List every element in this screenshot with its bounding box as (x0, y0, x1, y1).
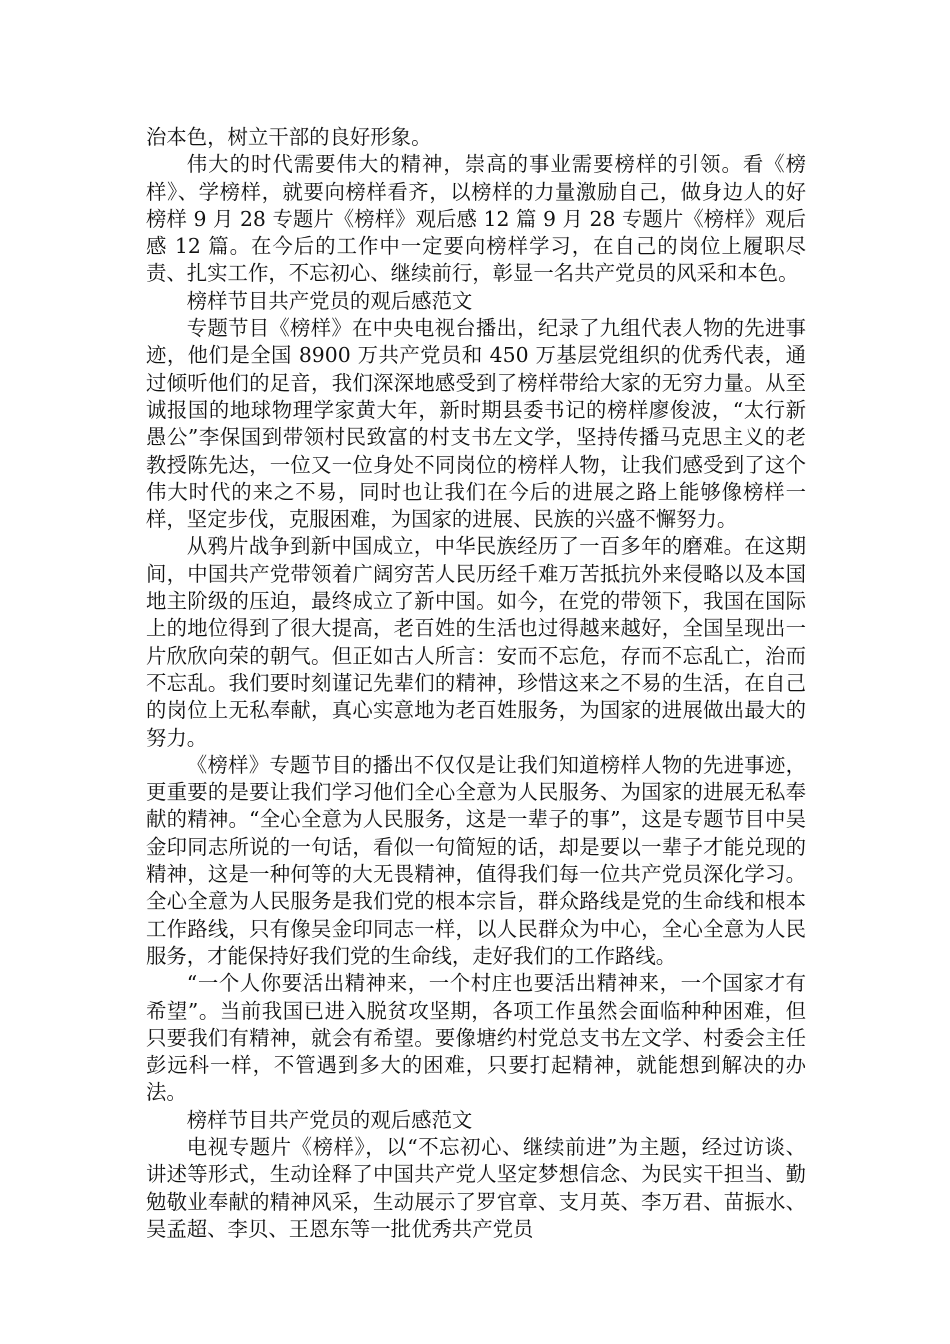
document-body (146, 124, 806, 1243)
section-heading: 榜样节目共产党员的观后感范文 (186, 288, 473, 313)
paragraph: 电视专题片《榜样》，以“不忘初心、继续前进”为主题，经过访谈、讲述等形式，生动诠释了中国共产党人坚定梦想信念、为民实干担当、勤勉敬业奉献的精神风采，生动展示了罗官章、支月英、李万君、苗振水、吴孟超、李贝、王恩东等一批优秀共产党员 (146, 1134, 806, 1241)
paragraph: 《榜样》专题节目的播出不仅仅是让我们知道榜样人物的先进事迹，更重要的是要让我们学习他们全心全意为人民服务、为国家的进展无私奉献的精神。“全心全意为人民服务，这是一辈子的事”，这是专题节目中吴金印同志所说的一句话，看似一句简短的话，却是要以一辈子才能兑现的精神，这是一种何等的大无畏精神，值得我们每一位共产党员深化学习。全心全意为人民服务是我们党的根本宗旨，群众路线是党的生命线和根本工作路线，只有像吴金印同志一样，以人民群众为中心，全心全意为人民服务，才能保持好我们党的生命线，走好我们的工作路线。 (146, 752, 806, 968)
paragraph: 从鸦片战争到新中国成立，中华民族经历了一百多年的磨难。在这期间，中国共产党带领着广阔穷苦人民历经千难万苦抵抗外来侵略以及本国地主阶级的压迫，最终成立了新中国。如今，在党的带领下，我国在国际上的地位得到了很大提高，老百姓的生活也过得越来越好，全国呈现出一片欣欣向荣的朝气。但正如古人所言：安而不忘危，存而不忘乱亡，治而不忘乱。我们要时刻谨记先辈们的精神，珍惜这来之不易的生活，在自己的岗位上无私奉献，真心实意地为老百姓服务，为国家的进展做出最大的努力。 (146, 534, 806, 750)
paragraph: 专题节目《榜样》在中央电视台播出，纪录了九组代表人物的先进事迹，他们是全国 8900 万共产党员和 450 万基层党组织的优秀代表，通过倾听他们的足音，我们深深地感受到了榜样带给大家的无穷力量。从至诚报国的地球物理学家黄大年，新时期县委书记的榜样廖俊波，“太行新愚公”李保国到带领村民致富的村支书左文学，坚持传播马克思主义的老教授陈先达，一位又一位身处不同岗位的榜样人物，让我们感受到了这个伟大时代的来之不易，同时也让我们在今后的进展之路上能够像榜样一样，坚定步伐，克服困难，为国家的进展、民族的兴盛不懈努力。 (146, 316, 806, 532)
paragraph-continuation: 治本色，树立干部的良好形象。 (146, 125, 432, 149)
paragraph: 伟大的时代需要伟大的精神，崇高的事业需要榜样的引领。看《榜样》、学榜样，就要向榜样看齐，以榜样的力量激励自己，做身边人的好榜样 9 月 28 专题片《榜样》观后感 12 篇 9 月 28 专题片《榜样》观后感 12 篇。在今后的工作中一定要向榜样学习，在自己的岗位上履职尽责、扎实工作，不忘初心、继续前行，彰显一名共产党员的风采和本色。 (146, 152, 806, 286)
paragraph: “一个人你要活出精神来，一个村庄也要活出精神来，一个国家才有希望”。当前我国已进入脱贫攻坚期，各项工作虽然会面临种种困难，但只要我们有精神，就会有希望。要像塘约村党总支书左文学、村委会主任彭远科一样，不管遇到多大的困难，只要打起精神，就能想到解决的办法。 (146, 971, 806, 1105)
section-heading: 榜样节目共产党员的观后感范文 (186, 1107, 473, 1132)
